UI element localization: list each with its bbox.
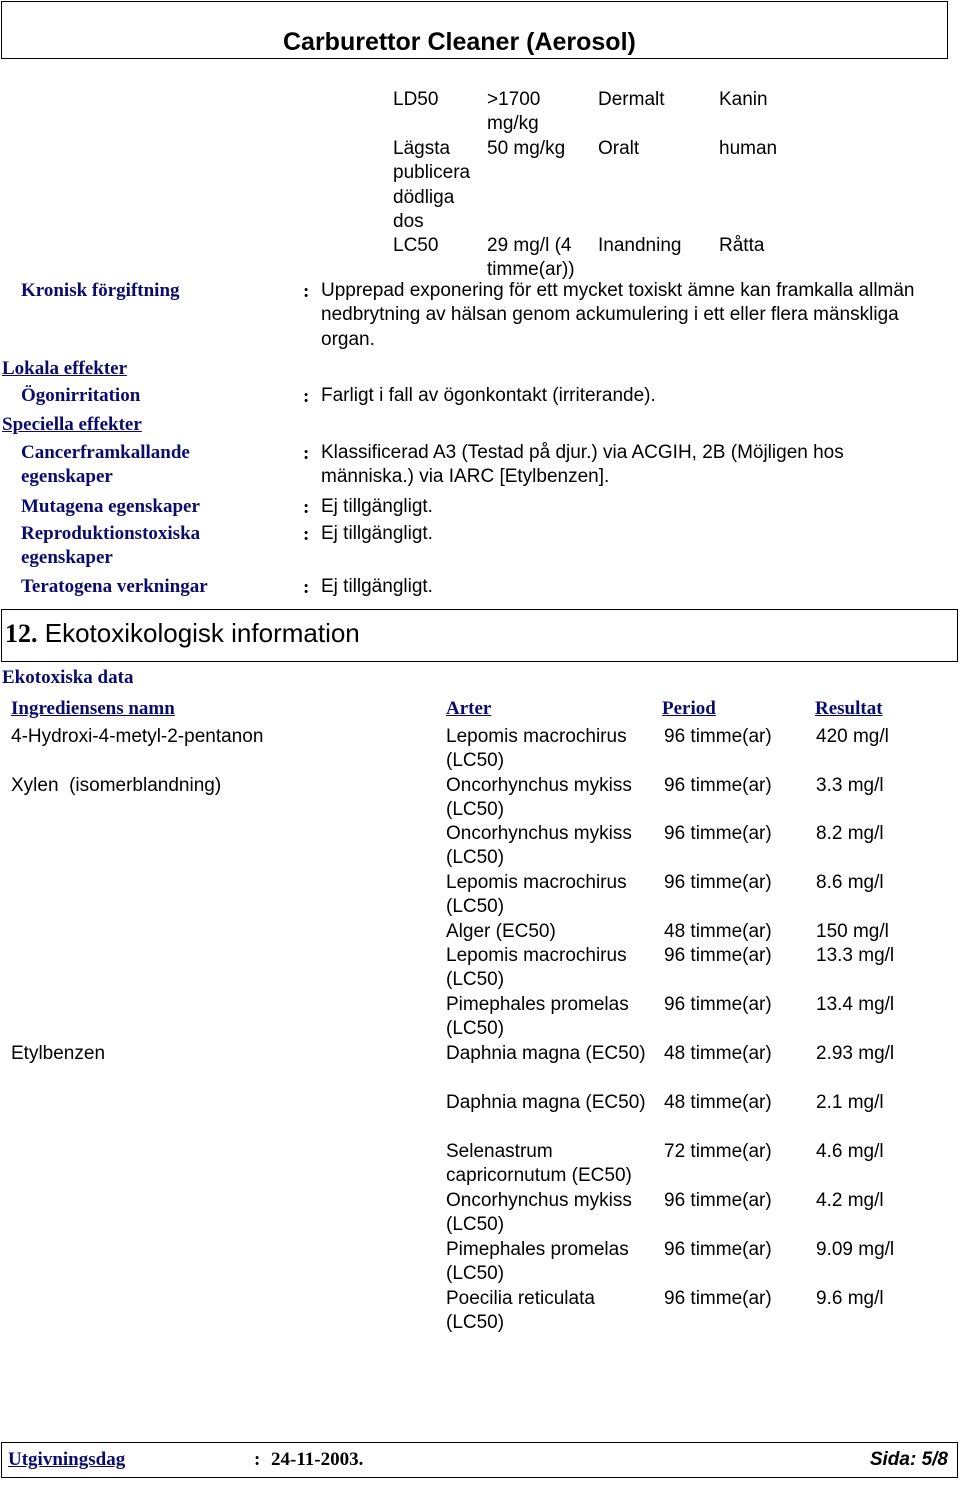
colon: : <box>303 281 310 302</box>
repro-label: Reproduktionstoxiska egenskaper <box>21 523 201 569</box>
colon: : <box>303 386 310 407</box>
tox-type: LC50 <box>393 235 439 256</box>
cell-result: 13.4 mg/l <box>816 994 895 1015</box>
section-12-heading <box>5 616 360 651</box>
cancer-text: Klassificerad A3 (Testad på djur.) via ACGIH, 2B (Möjligen hos människa.) via IARC [Etylbenzen]. <box>321 442 844 488</box>
muta-text: Ej tillgängligt. <box>321 496 433 517</box>
cell-species: Daphnia magna (EC50) <box>446 1043 646 1064</box>
cell-period: 72 timme(ar) <box>664 1141 772 1162</box>
cell-species: Lepomis macrochirus (LC50) <box>446 872 627 918</box>
tox-route: Oralt <box>598 138 640 159</box>
tox-value: >1700 mg/kg <box>487 89 541 135</box>
lokala-heading: Lokala effekter <box>2 358 128 379</box>
cell-result: 13.3 mg/l <box>816 945 895 966</box>
cell-period: 96 timme(ar) <box>664 1190 772 1211</box>
cell-species: Selenastrum capricornutum (EC50) <box>446 1141 632 1187</box>
colon: : <box>254 1449 261 1470</box>
cell-species: Alger (EC50) <box>446 921 556 942</box>
cell-result: 2.1 mg/l <box>816 1092 884 1113</box>
footer-box <box>1 1442 958 1478</box>
cell-period: 48 timme(ar) <box>664 1043 772 1064</box>
kronisk-text: Upprepad exponering för ett mycket toxiskt ämne kan framkalla allmän nedbrytning av hälsan genom ackumulering i ett eller flera mänskliga organ. <box>321 280 915 350</box>
cell-result: 4.2 mg/l <box>816 1190 884 1211</box>
cell-species: Oncorhynchus mykiss (LC50) <box>446 1190 632 1236</box>
cell-result: 8.2 mg/l <box>816 823 884 844</box>
page-number: Sida: 5/8 <box>869 1449 948 1470</box>
terato-label: Teratogena verkningar <box>21 576 208 597</box>
cell-period: 48 timme(ar) <box>664 921 772 942</box>
cell-species: Poecilia reticulata (LC50) <box>446 1288 595 1334</box>
cell-result: 3.3 mg/l <box>816 775 884 796</box>
colon: : <box>303 497 310 518</box>
cell-period: 96 timme(ar) <box>664 823 772 844</box>
tox-species: Råtta <box>719 235 765 256</box>
cell-period: 96 timme(ar) <box>664 726 772 747</box>
cell-species: Daphnia magna (EC50) <box>446 1092 646 1113</box>
cell-period: 96 timme(ar) <box>664 872 772 893</box>
column-header: Resultat <box>815 698 883 719</box>
cell-name: 4-Hydroxi-4-metyl-2-pentanon <box>11 726 264 747</box>
kronisk-label: Kronisk förgiftning <box>21 280 180 301</box>
page-title: Carburettor Cleaner (Aerosol) <box>283 28 636 56</box>
cell-result: 9.09 mg/l <box>816 1239 895 1260</box>
cell-period: 96 timme(ar) <box>664 775 772 796</box>
issue-date-label: Utgivningsdag <box>8 1449 126 1470</box>
cell-species: Pimephales promelas (LC50) <box>446 1239 629 1285</box>
colon: : <box>303 524 310 545</box>
cell-result: 2.93 mg/l <box>816 1043 895 1064</box>
issue-date: 24-11-2003. <box>271 1449 364 1470</box>
cell-name: Etylbenzen <box>11 1043 106 1064</box>
colon: : <box>303 443 310 464</box>
cell-species: Pimephales promelas (LC50) <box>446 994 629 1040</box>
column-header: Arter <box>446 698 492 719</box>
cell-period: 96 timme(ar) <box>664 945 772 966</box>
ogon-text: Farligt i fall av ögonkontakt (irriterande). <box>321 385 656 406</box>
section-title: Ekotoxikologisk information <box>44 618 360 648</box>
section-number: 12. <box>5 619 38 648</box>
cell-species: Oncorhynchus mykiss (LC50) <box>446 775 632 821</box>
cell-result: 420 mg/l <box>816 726 889 747</box>
cell-period: 96 timme(ar) <box>664 1288 772 1309</box>
speciella-heading: Speciella effekter <box>2 414 142 435</box>
tox-route: Inandning <box>598 235 682 256</box>
tox-type: Lägsta publicera dödliga dos <box>393 138 471 233</box>
cell-period: 48 timme(ar) <box>664 1092 772 1113</box>
cell-name: Xylen (isomerblandning) <box>11 775 222 796</box>
ekotox-heading: Ekotoxiska data <box>2 667 134 688</box>
cell-result: 9.6 mg/l <box>816 1288 884 1309</box>
tox-type: LD50 <box>393 89 439 110</box>
cell-period: 96 timme(ar) <box>664 994 772 1015</box>
cell-period: 96 timme(ar) <box>664 1239 772 1260</box>
tox-route: Dermalt <box>598 89 665 110</box>
colon: : <box>303 577 310 598</box>
cancer-label: Cancerframkallande egenskaper <box>21 442 190 488</box>
column-header: Ingrediensens namn <box>11 698 175 719</box>
tox-species: Kanin <box>719 89 768 110</box>
tox-value: 50 mg/kg <box>487 138 566 159</box>
column-header: Period <box>662 698 716 719</box>
repro-text: Ej tillgängligt. <box>321 523 433 544</box>
cell-result: 150 mg/l <box>816 921 889 942</box>
cell-species: Lepomis macrochirus (LC50) <box>446 726 627 772</box>
cell-result: 8.6 mg/l <box>816 872 884 893</box>
cell-species: Oncorhynchus mykiss (LC50) <box>446 823 632 869</box>
ogon-label: Ögonirritation <box>21 385 141 406</box>
tox-value: 29 mg/l (4 timme(ar)) <box>487 235 575 281</box>
muta-label: Mutagena egenskaper <box>21 496 200 517</box>
cell-species: Lepomis macrochirus (LC50) <box>446 945 627 991</box>
tox-species: human <box>719 138 778 159</box>
cell-result: 4.6 mg/l <box>816 1141 884 1162</box>
terato-text: Ej tillgängligt. <box>321 576 433 597</box>
